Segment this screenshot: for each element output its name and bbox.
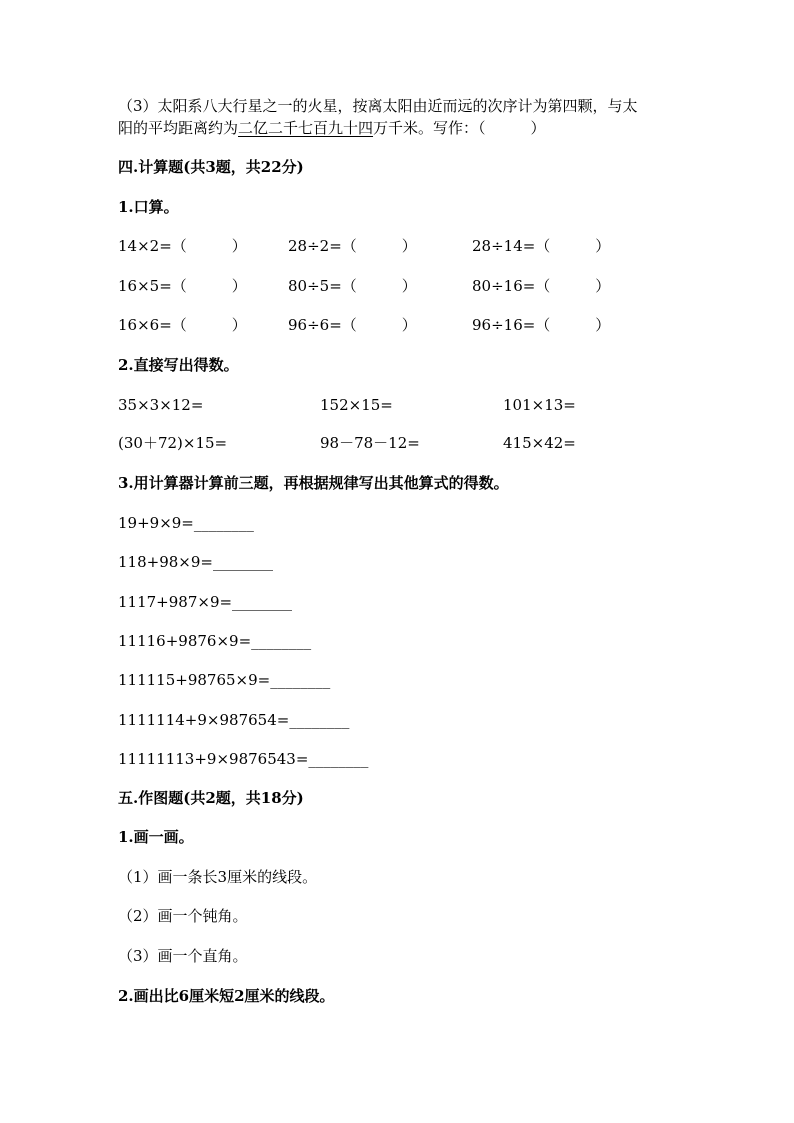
section-4-q1-title: 1.口算。 — [118, 198, 179, 216]
oral-calc-item: 96÷16=（ ） — [472, 316, 611, 334]
question-3-line-2 — [118, 118, 546, 138]
underlined-number-words: 二亿二千七百九十四 — [238, 119, 374, 137]
section-5-title: 五.作图题(共2题，共18分) — [118, 789, 304, 807]
oral-calc-item: 28÷14=（ ） — [472, 237, 611, 255]
section-5-q2-title: 2.画出比6厘米短2厘米的线段。 — [118, 987, 335, 1005]
drawing-task-item: （1）画一条长3厘米的线段。 — [118, 868, 318, 886]
question-3-prefix: 阳的平均距离约为 — [118, 119, 239, 137]
oral-calc-item: 96÷6=（ ） — [288, 316, 417, 334]
direct-calc-item: 152×15= — [320, 396, 393, 414]
direct-calc-item: 98－78－12= — [320, 434, 420, 452]
oral-calc-item: 28÷2=（ ） — [288, 237, 417, 255]
calculator-pattern-item: 11116+9876×9=________ — [118, 632, 312, 650]
calculator-pattern-item: 19+9×9=________ — [118, 514, 254, 532]
oral-calc-item: 80÷16=（ ） — [472, 277, 611, 295]
calculator-pattern-item: 1111114+9×987654=________ — [118, 711, 350, 729]
calculator-pattern-item: 11111113+9×9876543=________ — [118, 750, 369, 768]
oral-calc-item: 14×2=（ ） — [118, 237, 247, 255]
section-4-q3-title: 3.用计算器计算前三题，再根据规律写出其他算式的得数。 — [118, 474, 509, 492]
calculator-pattern-item: 1117+987×9=________ — [118, 593, 293, 611]
section-4-q2-title: 2.直接写出得数。 — [118, 356, 239, 374]
oral-calc-item: 16×6=（ ） — [118, 316, 247, 334]
section-5-q1-title: 1.画一画。 — [118, 828, 194, 846]
question-3-suffix: 万千米。写作：（ ） — [373, 119, 546, 137]
direct-calc-item: 101×13= — [503, 396, 576, 414]
oral-calc-item: 16×5=（ ） — [118, 277, 247, 295]
drawing-task-item: （3）画一个直角。 — [118, 947, 248, 965]
section-4-title: 四.计算题(共3题，共22分) — [118, 158, 304, 176]
oral-calc-item: 80÷5=（ ） — [288, 277, 417, 295]
calculator-pattern-item: 118+98×9=________ — [118, 553, 273, 571]
question-3-line-1: （3）太阳系八大行星之一的火星，按离太阳由近而远的次序计为第四颗，与太 — [118, 97, 638, 115]
direct-calc-item: 35×3×12= — [118, 396, 204, 414]
calculator-pattern-item: 111115+98765×9=________ — [118, 671, 331, 689]
direct-calc-item: (30＋72)×15= — [118, 434, 228, 452]
drawing-task-item: （2）画一个钝角。 — [118, 907, 248, 925]
direct-calc-item: 415×42= — [503, 434, 576, 452]
